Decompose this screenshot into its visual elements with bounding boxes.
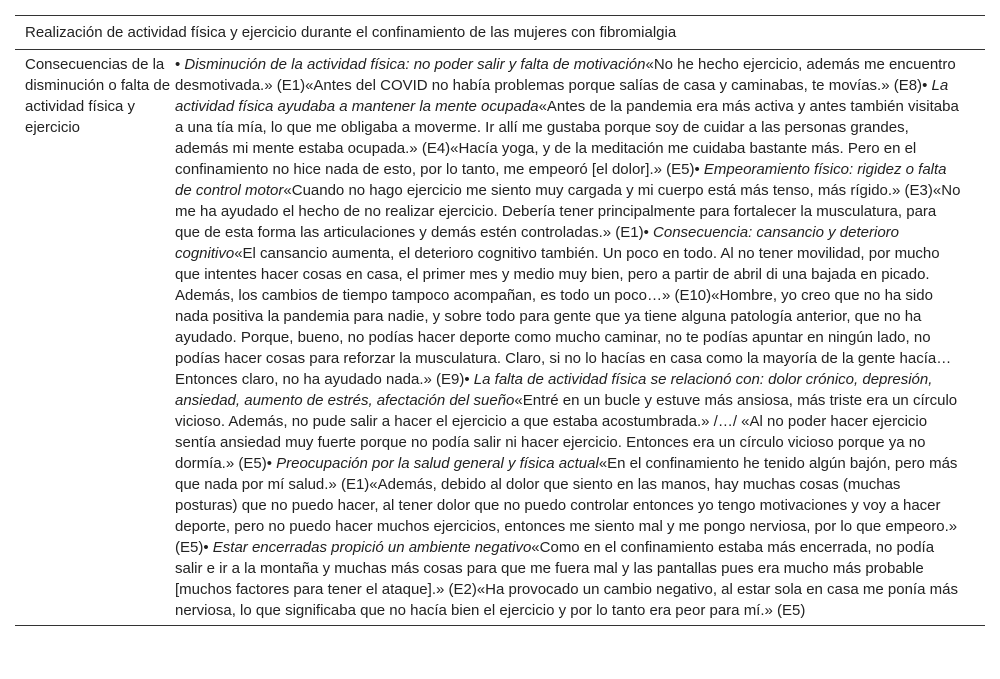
quote-text: «Antes de la pandemia era más activa y antes también visitaba a una tía mía, lo que me obligaba a moverme. Ir allí me gustaba porque soy de cuidar a las personas grandes, además mi mente estaba ocupada.» (E4)«Hacía yoga, y de la meditación me cuidaba bastante más. Pero en el confinamiento no hice nada de esto, por lo tanto, me empeoró [el dolor].» (E5)	[175, 98, 959, 178]
quote-text: «El cansancio aumenta, el deterioro cognitivo también. Un poco en todo. Al no tener movilidad, por mucho que intentes hacer cosas en casa, el primer mes y medio muy bien, pero a partir de abril di una bajada en picado. Además, los cambios de tiempo tampoco acompañan, es todo un poco…» (E10)«Hombre, yo creo que no ha sido nada positiva la pandemia para nadie, y sobre todo para gente que ya tiene alguna patología anterior, que no ha ayudado. Porque, bueno, no podías hacer deporte como mucho caminar, no te podías apuntar en ningún lado, no podías hacer cosas para reforzar la musculatura. Claro, si no lo hacías en casa como la mayoría de la gente hacía… Entonces claro, no ha ayudado nada.» (E9)	[175, 245, 952, 388]
table-header-text: Realización de actividad física y ejercicio durante el confinamiento de las mujeres con fibromialgia	[25, 24, 677, 41]
bullet-marker: •	[266, 455, 277, 472]
theme-title: La falta de actividad física se relacionó con: dolor crónico, depresión, ansiedad, aumento de estrés, afectación del sueño	[175, 371, 933, 409]
quote-text: «Cuando no hago ejercicio me siento muy cargada y mi cuerpo está más tenso, más rígido.» (E3)«No me ha ayudado el hecho de no realizar ejercicio. Debería tener principalmente para fortalecer la musculatura, para que de esta forma las articulaciones y demás estén controladas.» (E1)	[175, 182, 961, 241]
theme-title: La actividad física ayudaba a mantener la mente ocupada	[175, 77, 949, 115]
bullet-marker: •	[203, 539, 213, 556]
quote-text: «No he hecho ejercicio, además me encuentro desmotivada.» (E1)«Antes del COVID no había problemas porque salías de casa y caminabas, te movías.» (E8)	[175, 56, 956, 94]
bullet-marker: •	[464, 371, 474, 388]
table-row	[15, 50, 985, 625]
results-table	[15, 15, 985, 626]
theme-title: Consecuencia: cansancio y deterioro cognitivo	[175, 224, 899, 262]
quote-text: «Como en el confinamiento estaba más encerrada, no podía salir e ir a la montaña y muchas más cosas para que me fuera mal y las pantallas pues era mucho más probable [muchos factores para tener el ataque].» (E2)«Ha provocado un cambio negativo, al estar sola en casa me ponía más nerviosa, lo que significaba que no hacía bien el ejercicio y por lo tanto era peor para mí.» (E5)	[175, 539, 958, 619]
row-content	[175, 54, 985, 621]
bullet-marker: •	[175, 56, 185, 73]
quote-text: «Entré en un bucle y estuve más ansiosa, más triste era un círculo vicioso. Además, no pude salir a hacer el ejercicio a que estaba acostumbrada.» /…/ «Al no poder hacer ejercicio sentía ansiedad muy fuerte porque no podía salir ni hacer ejercicio. Entonces era un círculo vicioso porque ya no dormía.» (E5)	[175, 392, 958, 472]
bullet-marker: •	[922, 77, 932, 94]
bullet-marker: •	[643, 224, 654, 241]
theme-title: Estar encerradas propició un ambiente negativo	[212, 539, 532, 556]
bullet-marker: •	[694, 161, 704, 178]
theme-title: Empeoramiento físico: rigidez o falta de control motor	[175, 161, 947, 199]
table-header	[15, 16, 985, 50]
quote-text: «En el confinamiento he tenido algún bajón, pero más que nada por mí salud.» (E1)«Además, debido al dolor que siento en las manos, hay muchas cosas (muchas posturas) que no puedo hacer, al tener dolor que no puedo controlar entonces yo tengo motivaciones y voy a hacer deporte, pero no puedo hacer muchos ejercicios, entonces me siento mal y me pongo nerviosa, por lo que empeoro.» (E5)	[175, 455, 958, 556]
theme-title: Preocupación por la salud general y física actual	[276, 455, 599, 472]
row-label: Consecuencias de la disminución o falta de actividad física y ejercicio	[25, 56, 171, 136]
theme-title: Disminución de la actividad física: no poder salir y falta de motivación	[184, 56, 646, 73]
